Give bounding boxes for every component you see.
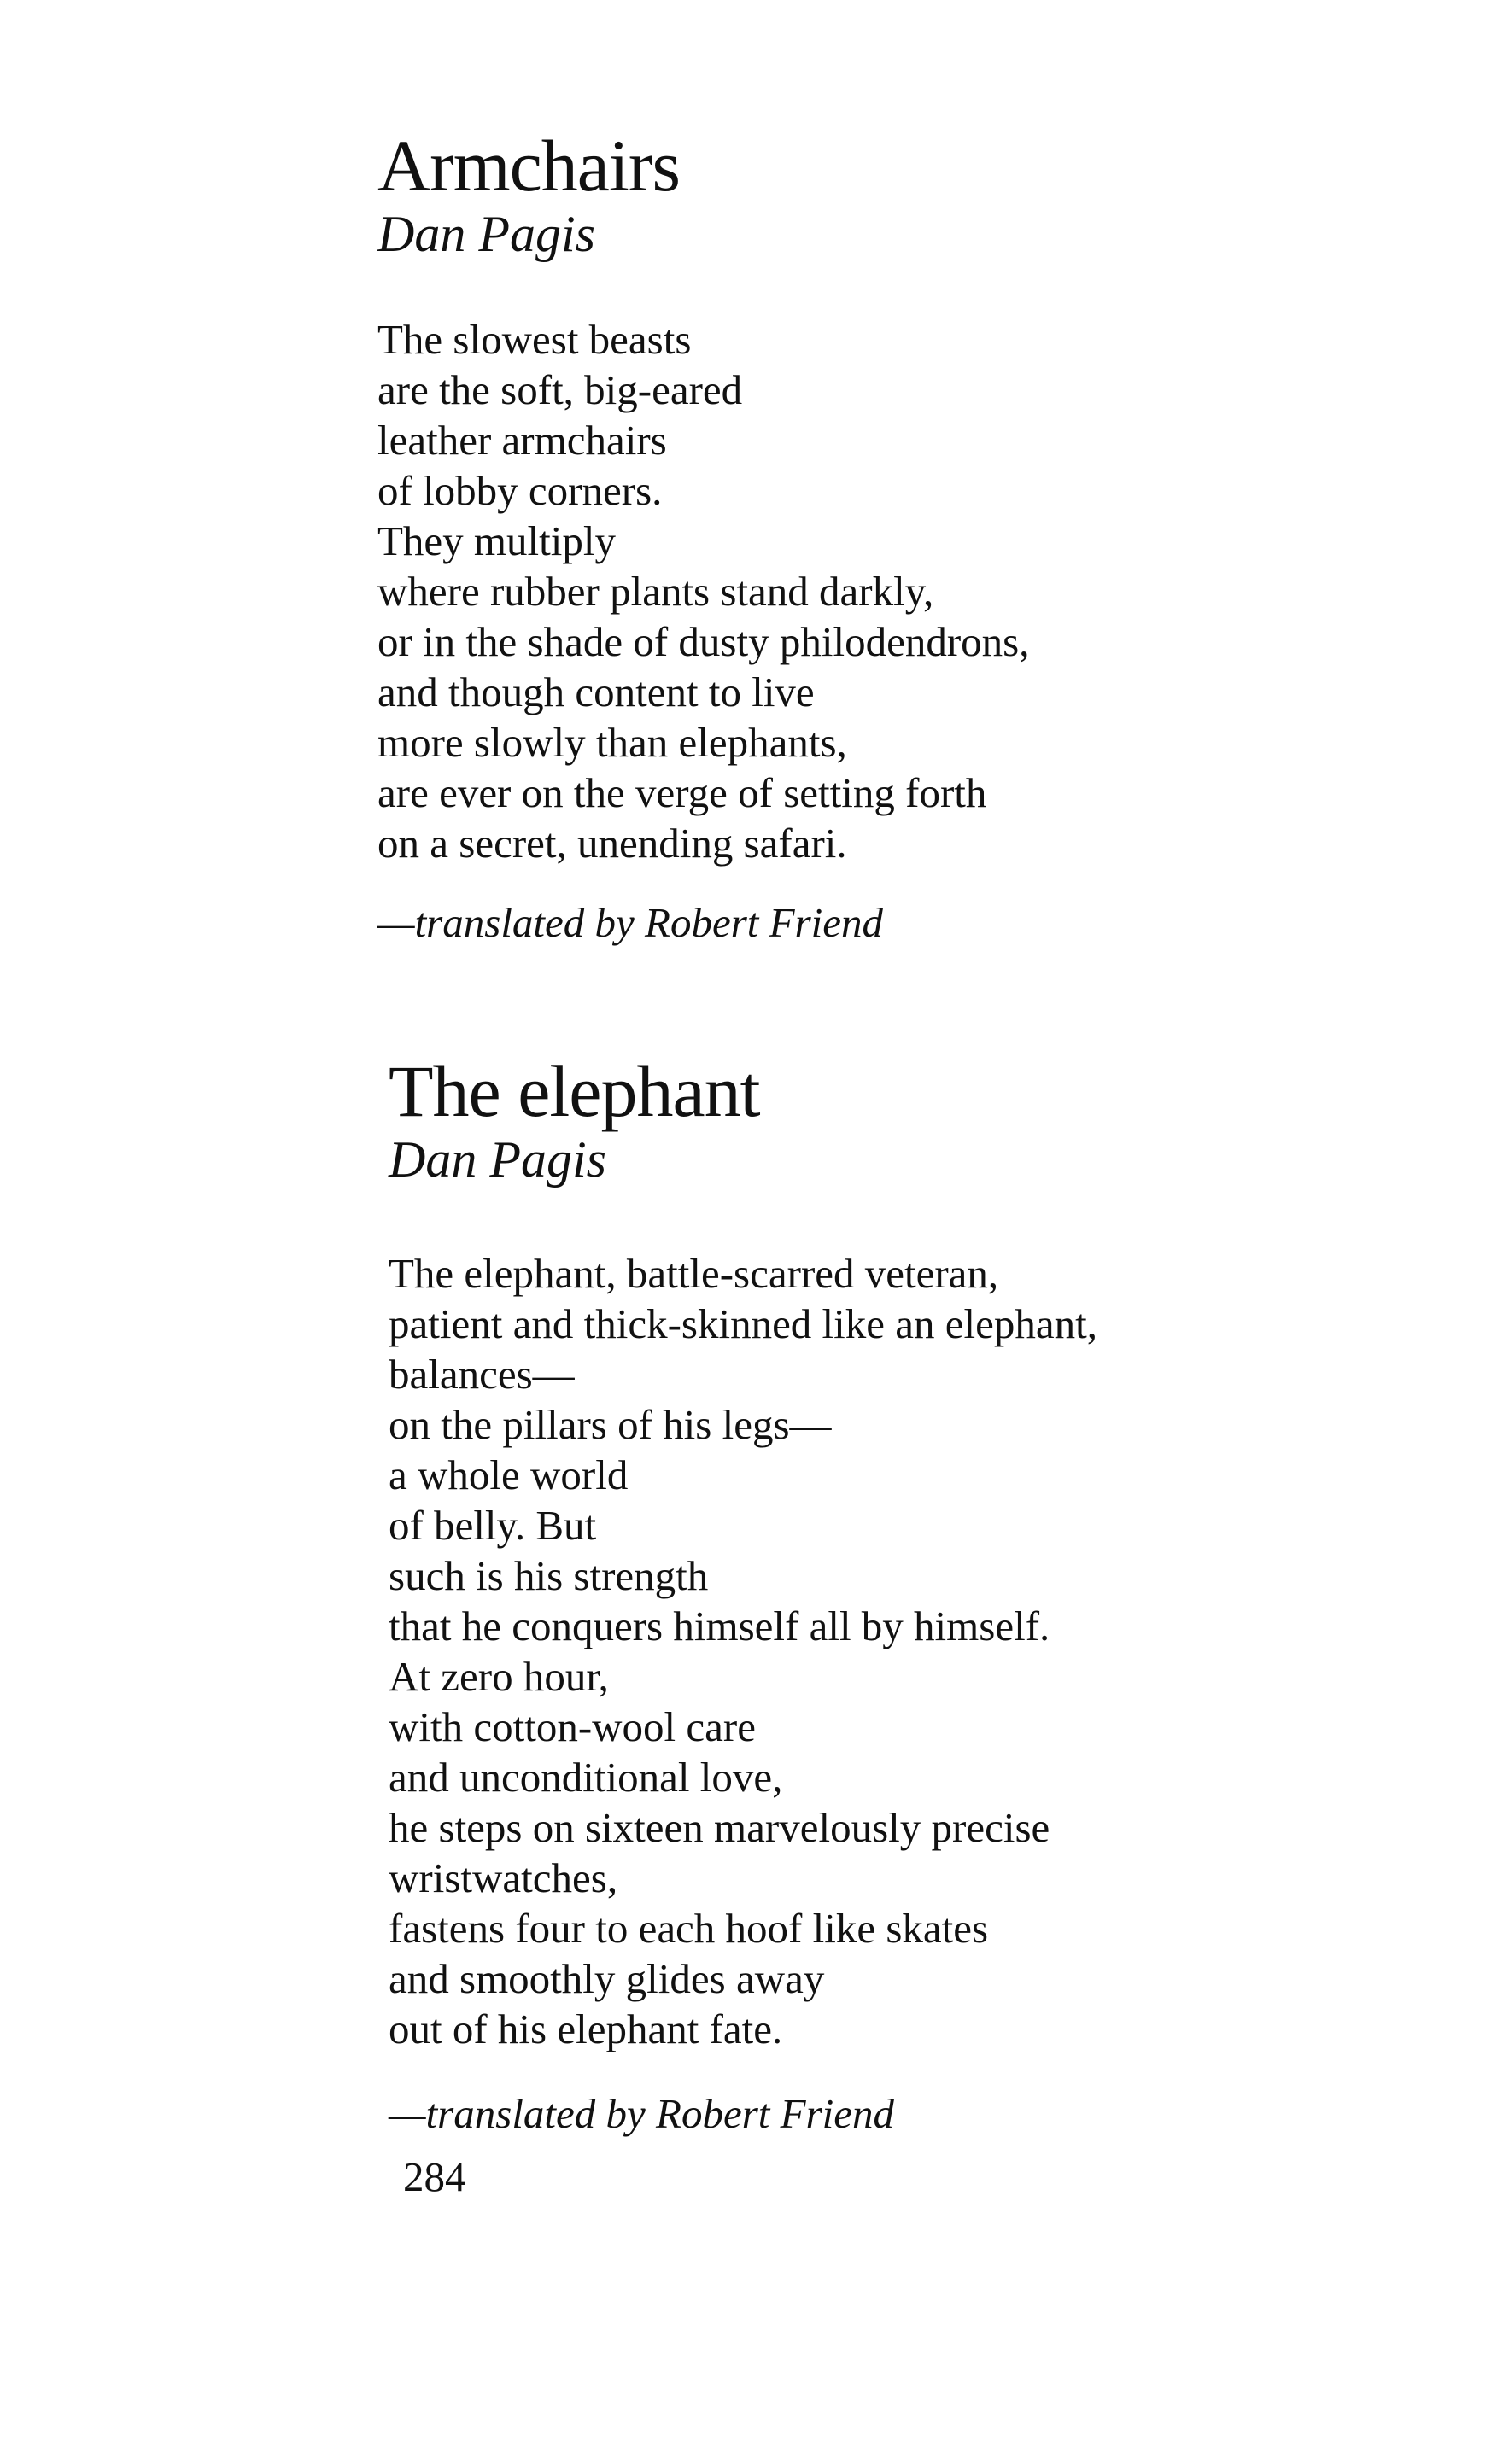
translator-credit: —translated by Robert Friend [377,899,884,946]
poem-line: more slowly than elephants, [377,719,847,766]
poem-line: are the soft, big-eared [377,366,743,413]
poem-line: balances— [389,1351,575,1398]
poem-body [377,314,1231,868]
poem-line: or in the shade of dusty philodendrons, [377,618,1030,665]
poem-line: out of his elephant fate. [389,2006,783,2052]
poem-line: and smoothly glides away [389,1955,825,2002]
poem-line: The slowest beasts [377,316,692,363]
poem-line: of belly. But [389,1502,597,1549]
poem-armchairs [377,126,1231,948]
poem-line: fastens four to each hoof like skates [389,1905,989,1952]
poem-line: on a secret, unending safari. [377,820,847,867]
page-number: 284 [403,2153,466,2200]
poem-line: wristwatches, [389,1854,618,1901]
poem-line: are ever on the verge of setting forth [377,769,987,816]
poem-author: Dan Pagis [377,206,595,262]
poem-line: leather armchairs [377,417,667,464]
poem-the-elephant [389,1052,1243,2139]
poem-line: on the pillars of his legs— [389,1401,832,1448]
poem-line: At zero hour, [389,1653,609,1700]
poem-body [389,1248,1243,2054]
poem-line: of lobby corners. [377,467,663,514]
poem-line: with cotton-wool care [389,1703,756,1750]
poem-line: They multiply [377,517,616,564]
poem-line: such is his strength [389,1552,709,1599]
poem-title: The elephant [389,1050,760,1132]
poem-title: Armchairs [377,125,680,207]
poem-line: patient and thick-skinned like an elephant, [389,1300,1098,1347]
poem-line: and though content to live [377,669,815,715]
translator-credit: —translated by Robert Friend [389,2090,895,2137]
poem-line: and unconditional love, [389,1754,783,1801]
poem-line: The elephant, battle-scarred veteran, [389,1250,999,1297]
poem-line: that he conquers himself all by himself. [389,1603,1050,1649]
poem-author: Dan Pagis [389,1131,606,1188]
poem-line: where rubber plants stand darkly, [377,568,934,615]
poem-line: a whole world [389,1451,629,1498]
poem-line: he steps on sixteen marvelously precise [389,1804,1050,1851]
